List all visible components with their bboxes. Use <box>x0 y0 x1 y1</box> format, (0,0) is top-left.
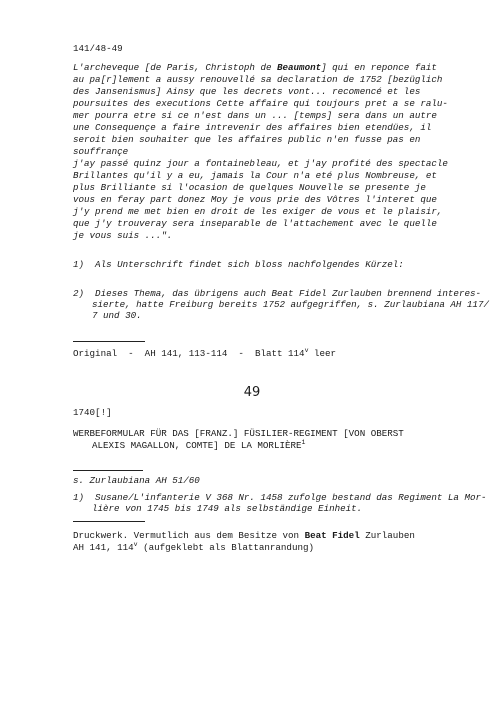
name-beaumont: Beaumont <box>277 62 322 73</box>
letter-line: j'ay passé quinz jour a fontainebleau, et j'ay profité des spectacle <box>73 158 448 169</box>
letter-line: poursuites des executions Cette affaire qui toujours pret a se ralu- <box>73 98 448 109</box>
letter-line: je vous suis ...". <box>73 230 173 241</box>
page-number: 49 <box>243 385 261 400</box>
source-line: Druckwerk. Vermutlich aus dem Besitze von Beat Fidel Zurlauben <box>73 530 415 541</box>
reference-line: s. Zurlaubiana AH 51/60 <box>73 475 200 486</box>
footnote-2: 2) Dieses Thema, das übrigens auch Beat Fidel Zurlauben brennend interes- <box>73 288 481 299</box>
source-line: AH 141, 114$^v$ (aufgeklebt als Blattanrandung) <box>73 541 314 553</box>
page-reference: 141/48-49 <box>73 43 123 54</box>
letter-line: seroit bien souhaiter que les affaires public n'en fusse pas en <box>73 134 421 145</box>
letter-line: souffrançe <box>73 146 129 157</box>
letter-line: que j'y trouveray sera inseparable de l'attachement avec le quelle <box>73 218 437 229</box>
letter-line: mer pourra etre si ce n'est dans un ... [temps] sera dans un autre <box>73 110 437 121</box>
separator-rule <box>73 470 143 471</box>
letter-line: vous en feray part donez Moy je vous prie des Vôtres l'interet que <box>73 194 437 205</box>
letter-line: des Jansenismus] Ainsy que les decrets vont... recomencé et les <box>73 86 421 97</box>
footnote-1: 1) Als Unterschrift findet sich bloss nachfolgendes Kürzel: <box>73 259 404 270</box>
letter-line: j'y prend me met bien en droit de les exiger de vous et le plaisir, <box>73 206 443 217</box>
letter-line: une Consequençe a faire intrevenir des affaires bien etendües, il <box>73 122 432 133</box>
separator-rule <box>73 341 145 342</box>
entry-id: 1740[!] <box>73 407 112 418</box>
entry-title-cont: ALEXIS MAGALLON, COMTE] DE LA MORLIÈRE$^1$ <box>92 439 306 451</box>
footnote-1: 1) Susane/L'infanterie V 368 Nr. 1458 zufolge bestand das Regiment La Mor- <box>73 492 487 503</box>
entry-title: WERBEFORMULAR FÜR DAS [FRANZ.] FÜSILIER-REGIMENT [VON OBERST <box>73 428 404 439</box>
footnote-2-cont: 7 und 30. <box>92 310 142 321</box>
source-line: Original - AH 141, 113-114 - Blatt 114$^v$ leer <box>73 347 337 359</box>
letter-line: plus Brilliante si l'ocasion de quelques Nouvelle se presente je <box>73 182 426 193</box>
separator-rule <box>73 521 145 522</box>
letter-line: Brillantes qu'il y a eu, jamais la Cour n'a eté plus Nombreuse, et <box>73 170 437 181</box>
footnote-1-cont: lière von 1745 bis 1749 als selbständige Einheit. <box>92 503 363 514</box>
letter-line: L'archeveque [de Paris, Christoph de Beaumont] qui en reponce fait <box>73 62 437 73</box>
footnote-2-cont: sierte, hatte Freiburg bereits 1752 aufgegriffen, s. Zurlaubiana AH 117/ <box>92 299 489 310</box>
letter-line: au pa[r]lement a aussy renouvellé sa declaration de 1752 [bezüglich <box>73 74 443 85</box>
